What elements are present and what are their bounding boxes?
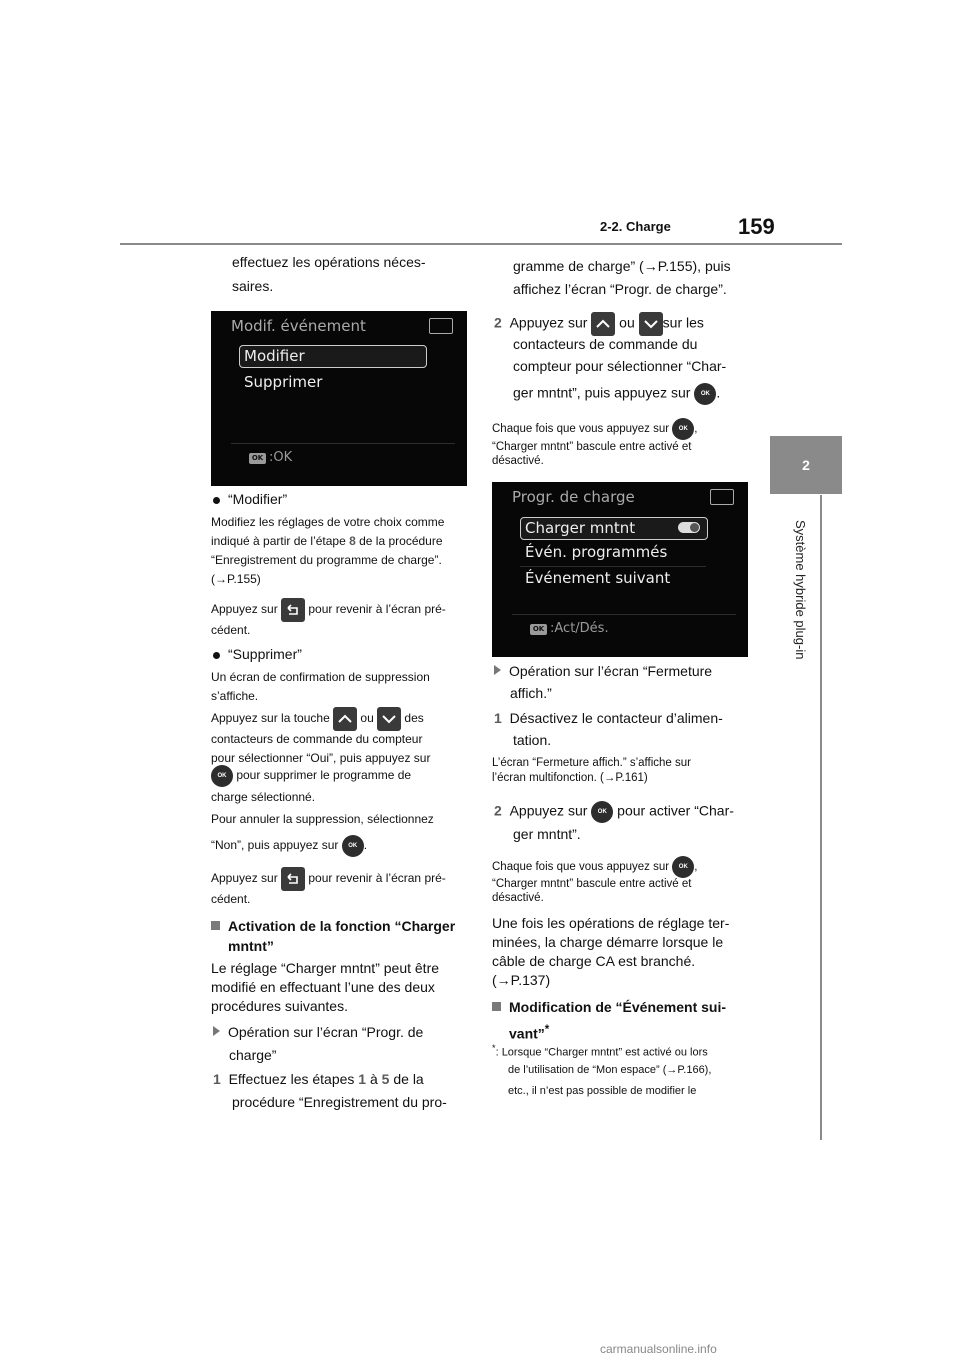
square-bullet-icon: [492, 1002, 501, 1011]
square-bullet-icon: [211, 921, 220, 930]
step2-line-3: compteur pour sélectionner “Char-: [513, 358, 727, 374]
chapter-tab: 2: [770, 436, 842, 494]
triangle-bullet-icon: [494, 665, 501, 675]
sup-line-4: contacteurs de commande du compteur: [211, 732, 423, 746]
op2-heading-2: affich.”: [510, 685, 552, 701]
intro-line-2: saires.: [232, 278, 274, 294]
s2-line-1: [494, 801, 734, 823]
watermark: carmanualsonline.info: [600, 1342, 717, 1356]
menu-item-modifier: Modifier: [244, 347, 305, 365]
hint-text: :OK: [269, 450, 293, 465]
screen-progr-charge: [492, 482, 748, 657]
note2-line-2: l’écran multifonction. (→P.161): [492, 772, 648, 784]
t: ou: [615, 314, 639, 331]
modifier-line-4: (→P.155): [211, 572, 261, 586]
sup-line-2: s’affiche.: [211, 689, 259, 703]
r-para-line-4: (→P.137): [492, 972, 551, 988]
back-icon: [429, 318, 453, 334]
ok-button-icon: OK: [342, 835, 364, 857]
modifier-heading: [213, 490, 287, 509]
step-number: 1: [213, 1071, 221, 1087]
para-line-2: modifié en effectuant l’une des deux: [211, 979, 435, 995]
sup-line-7: charge sélectionné.: [211, 790, 316, 804]
menu-item-supprimer: Supprimer: [244, 373, 323, 391]
s1-line-1: [494, 709, 723, 728]
section-heading-charger-2: mntnt”: [228, 938, 274, 954]
hint-text: :Act/Dés.: [550, 621, 609, 636]
heading-text: Modification de “Événement sui-: [509, 999, 727, 1015]
t: pour supprimer le programme de: [233, 768, 412, 783]
modifier-line-1: Modifiez les réglages de votre choix comme: [211, 515, 445, 529]
r-para-line-2: minées, la charge démarre lorsque le: [492, 934, 724, 950]
ok-button-icon: OK: [672, 418, 694, 440]
footnote-line-3: etc., il n’est pas possible de modifier le: [508, 1085, 697, 1097]
note1-line-3: désactivé.: [492, 455, 544, 467]
note3-line-2: “Charger mntnt” bascule entre activé et: [492, 878, 692, 890]
step-ref: 1: [358, 1071, 367, 1087]
t: de la: [389, 1071, 424, 1087]
chapter-side-label: [793, 520, 811, 690]
screen-hint: [249, 450, 292, 465]
t: Appuyez sur: [509, 802, 592, 819]
chevron-up-icon: [591, 312, 615, 336]
note3-line-1: [492, 856, 698, 878]
back-button-icon: [281, 598, 305, 622]
s2-line-2: ger mntnt”.: [513, 826, 581, 842]
t: ger mntnt”, puis appuyez sur: [513, 384, 695, 401]
footnote-line-1: [492, 1041, 708, 1060]
modifier-line-3: “Enregistrement du programme de charge”.: [211, 553, 442, 567]
intro-line-1: effectuez les opérations néces-: [232, 254, 426, 270]
ok-icon: OK: [530, 624, 547, 635]
chapter-tab-line: [820, 495, 822, 1140]
t: pour revenir à l’écran pré-: [305, 871, 446, 886]
t: de la procédure: [355, 534, 443, 548]
item-divider: [520, 566, 706, 567]
note1-line-2: “Charger mntnt” bascule entre activé et: [492, 441, 692, 453]
t: à: [366, 1071, 382, 1087]
para-line-1: Le réglage “Charger mntnt” peut être: [211, 960, 440, 976]
sup-line-5: pour sélectionner “Oui”, puis appuyez sur: [211, 751, 431, 765]
s1-line-2: tation.: [513, 732, 552, 748]
t: Effectuez les étapes: [228, 1071, 359, 1087]
section-title: 2-2. Charge: [600, 219, 671, 234]
t: pour activer “Char-: [613, 802, 734, 819]
toggle-icon: [678, 522, 700, 533]
t: ou: [357, 711, 378, 726]
supprimer-heading: [213, 645, 302, 664]
t: Opération sur l’écran “Fermeture: [509, 663, 713, 679]
heading-text: Activation de la fonction “Charger: [228, 918, 456, 934]
chevron-up-icon: [333, 707, 357, 731]
header-divider: [120, 243, 842, 245]
back-instruction-1b: cédent.: [211, 623, 251, 637]
section-heading-evenement: [492, 998, 726, 1017]
step-ref: 8: [349, 534, 356, 548]
r-cont-line-1: gramme de charge” (→P.155), puis: [513, 258, 731, 274]
sup-line-6: [211, 765, 411, 787]
r-cont-line-2: affichez l’écran “Progr. de charge”.: [513, 281, 727, 297]
sup-line-1: Un écran de confirmation de suppression: [211, 670, 430, 684]
t: ,: [694, 861, 698, 874]
r-para-line-3: câble de charge CA est branché.: [492, 953, 696, 969]
para-line-3: procédures suivantes.: [211, 998, 348, 1014]
triangle-bullet-icon: [213, 1026, 220, 1036]
t: Appuyez sur: [211, 602, 282, 617]
step2-line-4: [513, 383, 720, 405]
r-para-line-1: Une fois les opérations de réglage ter-: [492, 915, 730, 931]
bullet-icon: [213, 497, 220, 504]
step2-line-1: [494, 312, 704, 336]
op1-heading: [213, 1023, 423, 1042]
chapter-side-text: Système hybride plug-in: [793, 520, 808, 660]
step1-line-2: procédure “Enregistrement du pro-: [232, 1094, 447, 1110]
t: Désactivez le contacteur d’alimen-: [509, 710, 723, 726]
t: vant”: [509, 1025, 545, 1042]
ok-button-icon: OK: [591, 801, 613, 823]
step1-line-1: [213, 1070, 424, 1089]
step-ref: 5: [381, 1071, 390, 1087]
menu-item-evenement-suivant: Événement suivant: [525, 569, 671, 587]
back-icon: [710, 489, 734, 505]
menu-item-even-programmes: Évén. programmés: [525, 543, 668, 561]
modifier-line-2: [211, 533, 443, 549]
step-number: 1: [494, 710, 502, 726]
t: Chaque fois que vous appuyez sur: [492, 861, 673, 874]
op1-heading-2: charge”: [229, 1047, 277, 1063]
step-number: 2: [494, 802, 502, 819]
bullet-icon: [213, 652, 220, 659]
screen-modif-evenement: [211, 311, 467, 486]
note2-line-1: L’écran “Fermeture affich.” s’affiche sur: [492, 757, 691, 769]
screen-divider: [512, 614, 736, 615]
t: ,: [694, 423, 698, 436]
ok-button-icon: OK: [694, 383, 716, 405]
back-instruction-1: [211, 598, 446, 622]
sup-line-3: [211, 707, 424, 731]
step-number: 2: [494, 314, 502, 331]
menu-item-charger-mntnt: Charger mntnt: [525, 519, 636, 537]
t: pour revenir à l’écran pré-: [305, 602, 446, 617]
note3-line-3: désactivé.: [492, 892, 544, 904]
t: Opération sur l’écran “Progr. de: [228, 1024, 424, 1040]
t: .: [716, 384, 721, 401]
screen-title: Modif. événement: [231, 317, 366, 335]
supprimer-heading-text: “Supprimer”: [228, 646, 302, 662]
cancel-line-2: [211, 835, 367, 857]
footnote-line-2: de l’utilisation de “Mon espace” (→P.166),: [508, 1064, 712, 1076]
ok-icon: OK: [249, 453, 266, 464]
cancel-line-1: Pour annuler la suppression, sélectionnez: [211, 812, 434, 826]
t: .: [363, 838, 368, 853]
step2-line-2: contacteurs de commande du: [513, 336, 698, 352]
screen-divider: [231, 443, 455, 444]
ok-button-icon: OK: [211, 765, 233, 787]
t: Appuyez sur: [509, 314, 592, 331]
screen-title: Progr. de charge: [512, 488, 635, 506]
t: “Non”, puis appuyez sur: [211, 838, 342, 853]
t: des: [401, 711, 424, 726]
t: Chaque fois que vous appuyez sur: [492, 423, 673, 436]
t: Appuyez sur: [211, 871, 282, 886]
t: sur les: [662, 314, 704, 331]
back-button-icon: [281, 867, 305, 891]
screen-hint: [530, 621, 609, 636]
t: Appuyez sur la touche: [211, 711, 334, 726]
section-heading-charger: [211, 917, 455, 936]
back-instruction-2: [211, 867, 446, 891]
modifier-heading-text: “Modifier”: [228, 491, 288, 507]
t: : Lorsque “Charger mntnt” est activé ou lors: [495, 1046, 708, 1059]
footnote-mark: *: [492, 1043, 496, 1053]
page-number: 159: [738, 214, 775, 239]
back-instruction-2b: cédent.: [211, 892, 251, 906]
t: indiqué à partir de l’étape: [211, 534, 350, 548]
chevron-down-icon: [377, 707, 401, 731]
chevron-down-icon: [639, 312, 663, 336]
ok-button-icon: OK: [672, 856, 694, 878]
footnote-mark: *: [544, 1023, 550, 1036]
op2-heading: [494, 662, 712, 681]
note1-line-1: [492, 418, 698, 440]
